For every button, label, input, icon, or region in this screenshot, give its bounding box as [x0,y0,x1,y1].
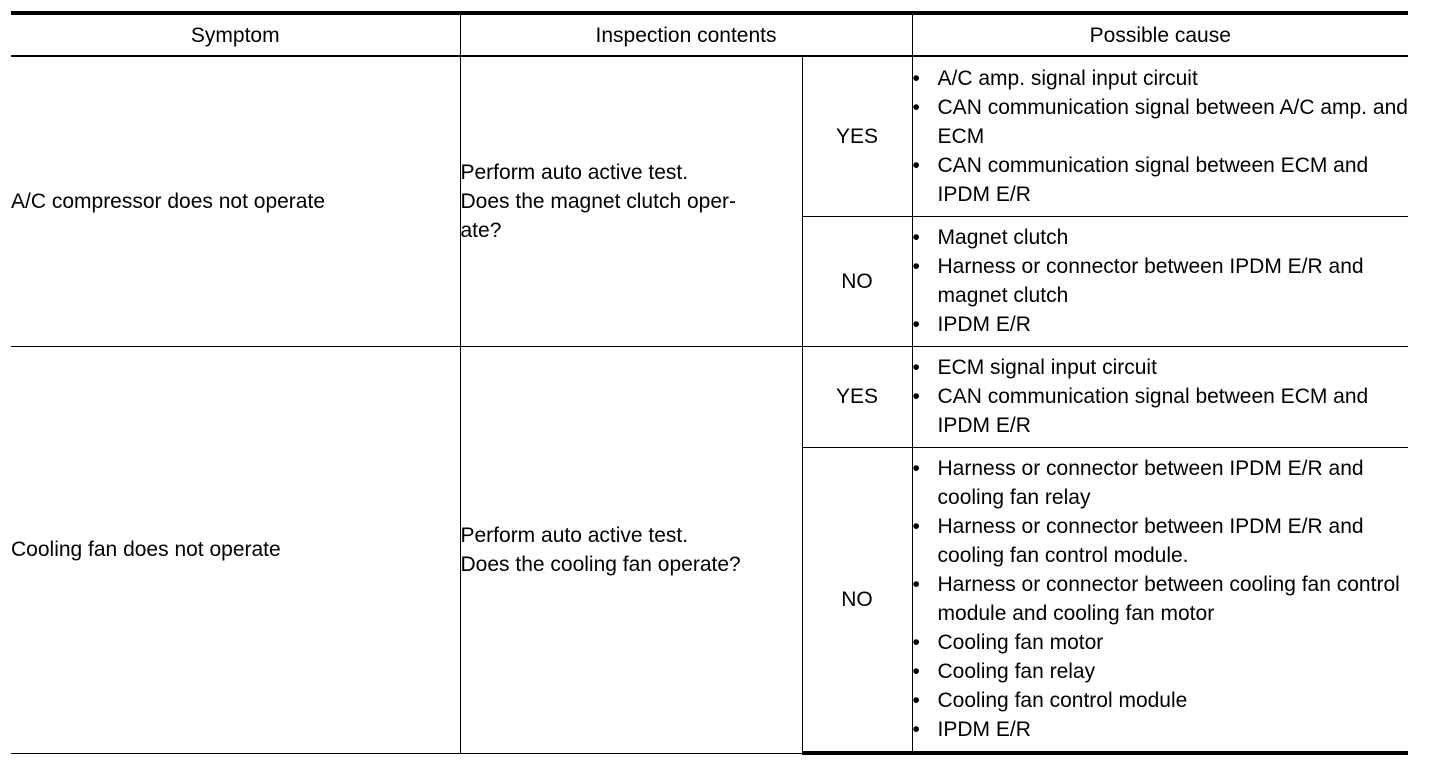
header-symptom: Symptom [11,13,460,56]
cause-item: • Harness or connector between IPDM E/R and cooling fan control module. [913,512,1409,570]
inspection-cell [460,56,802,346]
table-row [11,56,1408,216]
result-no: NO [802,216,912,346]
table-row [11,346,1408,447]
cause-item: • IPDM E/R [913,310,1409,339]
cause-item: • IPDM E/R [913,715,1409,744]
cause-list [913,353,1409,440]
possible-cause-cell [912,56,1408,216]
cause-item: • Harness or connector between IPDM E/R and magnet clutch [913,252,1409,310]
cause-item: • Harness or connector between cooling fan control module and cooling fan motor [913,570,1409,628]
cause-list [913,64,1409,209]
cause-item: • Cooling fan control module [913,686,1409,715]
header-possible-cause: Possible cause [912,13,1408,56]
inspection-line: Does the magnet clutch oper- [460,189,736,213]
possible-cause-cell [912,216,1408,346]
result-no: NO [802,447,912,753]
inspection-line: Perform auto active test. [460,160,689,184]
inspection-line: Perform auto active test. [460,523,689,547]
diagnosis-table [11,11,1408,755]
inspection-line: Does the cooling fan operate? [460,552,741,576]
cause-item: • CAN communication signal between A/C amp. and ECM [913,93,1409,151]
possible-cause-cell [912,346,1408,447]
result-yes: YES [802,346,912,447]
cause-item: • Cooling fan relay [913,657,1409,686]
symptom-cell: A/C compressor does not operate [11,56,460,346]
header-inspection-contents: Inspection contents [460,13,912,56]
cause-item: • CAN communication signal between ECM and IPDM E/R [913,151,1409,209]
cause-list [913,223,1409,339]
cause-item: • A/C amp. signal input circuit [913,64,1409,93]
cause-item: • ECM signal input circuit [913,353,1409,382]
cause-item: • Harness or connector between IPDM E/R and cooling fan relay [913,454,1409,512]
inspection-line: ate? [460,218,502,242]
possible-cause-cell [912,447,1408,753]
cause-list [913,454,1409,744]
cause-item: • Cooling fan motor [913,628,1409,657]
cause-item: • CAN communication signal between ECM and IPDM E/R [913,382,1409,440]
cause-item: • Magnet clutch [913,223,1409,252]
header-row [11,13,1408,56]
inspection-cell [460,346,802,753]
result-yes: YES [802,56,912,216]
symptom-cell: Cooling fan does not operate [11,346,460,753]
